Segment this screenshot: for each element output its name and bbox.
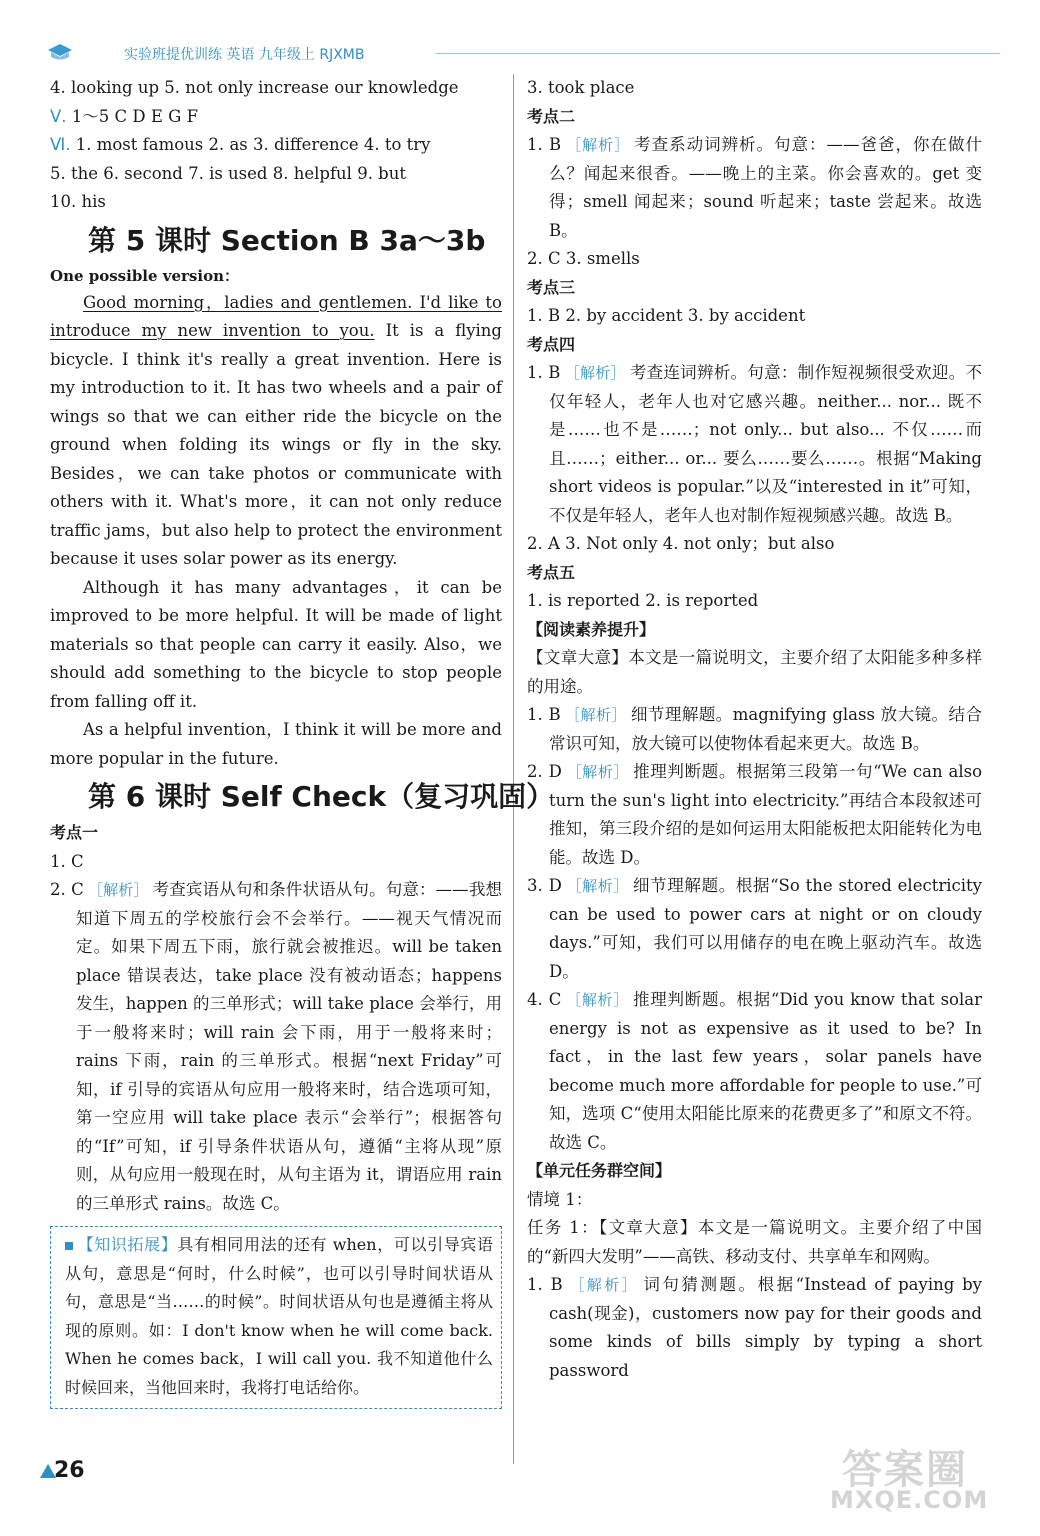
section-heading: 考点五: [527, 562, 576, 582]
page-number: 26: [38, 1458, 98, 1488]
explanation: 1. B ［解析］ 考查系动词辨析。句意：——爸爸，你在做什么？闻起来很香。——晚上的主菜。你会喜欢的。get 变得；smell 闻起来；sound 听起来；taste 尝起来。故选 B。: [527, 135, 982, 240]
answer-line: 4. looking up 5. not only increase our knowledge: [50, 78, 459, 97]
roman-numeral: Ⅴ.: [50, 106, 67, 126]
analysis-tag: ［解析］: [565, 877, 630, 895]
analysis-tag: ［解析］: [564, 706, 627, 724]
explanation: 3. D ［解析］ 细节理解题。根据“So the stored electricity can be used to power cars at night or on cloudy days.”可知，我们可以用储存的电在晚上驱动汽车。故选 D。: [527, 876, 982, 981]
task-summary: 任务 1：【文章大意】本文是一篇说明文。主要介绍了中国的“新四大发明”——高铁、移动支付、共享单车和网购。: [527, 1218, 982, 1266]
column-divider: [513, 74, 514, 1464]
explanation: 1. B ［解析］ 词句猜测题。根据“Instead of paying by cash(现金)，customers now pay for their goods and some kinds of bills simply by typing a short password: [527, 1275, 982, 1380]
box-tag: 【知识拓展】: [77, 1235, 178, 1254]
section-heading: 【单元任务群空间】: [527, 1161, 672, 1180]
explanation: 4. C ［解析］ 推理判断题。根据“Did you know that solar energy is not as expensive as it used to be? In fact，in the last few years，solar panels have become much more affordable for people to use.”可知，选项 C“使用太阳能比原来的花费更多了”和原文不符。故选 C。: [527, 990, 982, 1152]
analysis-tag: ［解析］: [564, 364, 626, 382]
essay-paragraph: Good morning，ladies and gentlemen. I'd like to introduce my new invention to you. It is a flying bicycle. I think it's really a great invention. Here is my introduction to it. It has two wheels and a pair of wings so that we can either ride the bicycle on the ground when folding its wings or fly in the sky. Besides，we can take photos or communicate with others with it. What's more，it can not only reduce traffic jams，but also help to protect the environment because it uses solar power as its energy.: [50, 292, 502, 568]
section-heading: 考点三: [527, 277, 576, 297]
knowledge-box: 【知识拓展】具有相同用法的还有 when，可以引导宾语从句，意思是“何时，什么时候”，也可以引导时间状语从句，意思是“当……的时候”。时间状语从句也是遵循主将从现的原则。如：I don't know when he will come back. When he comes back，I will call you. 我不知道他什么时候回来，当他回来时，我将打电话给你。: [50, 1226, 502, 1409]
square-bullet-icon: [65, 1242, 73, 1250]
analysis-tag: ［解析］: [565, 136, 631, 154]
answer-line: Ⅵ. 1. most famous 2. as 3. difference 4. to try: [50, 135, 431, 154]
analysis-tag: ［解析］: [87, 881, 149, 899]
explanation: 2. D ［解析］ 推理判断题。根据第三段第一句“We can also turn the sun's light into electricity.”再结合本段叙述可推知，第三段介绍的是如何运用太阳能板把太阳能转化为电能。故选 D。: [527, 762, 983, 867]
lesson-title: 第 5 课时 Section B 3a～3b: [88, 223, 486, 257]
answer-line: 2. C 3. smells: [527, 249, 640, 268]
watermark-en: MXQE.COM: [830, 1486, 989, 1514]
answer-line: 3. took place: [527, 78, 635, 97]
analysis-tag: ［解析］: [565, 991, 630, 1009]
answer-line: 1. C: [50, 851, 84, 871]
summary: 【文章大意】本文是一篇说明文，主要介绍了太阳能多种多样的用途。: [527, 648, 982, 696]
answer-line: Ⅴ. 1～5 C D E G F: [50, 106, 199, 126]
running-header: [40, 40, 1000, 66]
watermark: [814, 1438, 1004, 1518]
section-heading: 【阅读素养提升】: [527, 619, 656, 639]
explanation: 1. B ［解析］ 细节理解题。magnifying glass 放大镜。结合常识可知，放大镜可以使物体看起来更大。故选 B。: [527, 705, 982, 753]
answer-line: 10. his: [50, 192, 106, 211]
section-heading: 考点二: [527, 106, 576, 126]
analysis-tag: ［解析］: [565, 763, 630, 781]
answer-line: 1. B 2. by accident 3. by accident: [527, 306, 806, 325]
roman-numeral: Ⅵ.: [50, 135, 71, 154]
section-heading: 考点一: [50, 823, 99, 842]
section-heading: 考点四: [527, 334, 576, 354]
underlined-sentence: Good morning，ladies and gentlemen. I'd like to introduce my new invention to you.: [50, 292, 502, 340]
header-title: 实验班提优训练 英语 九年级上 RJXMB: [124, 47, 365, 63]
answer-line: 5. the 6. second 7. is used 8. helpful 9. but: [50, 163, 407, 183]
lesson-title: 第 6 课时 Self Check（复习巩固）: [88, 780, 555, 813]
watermark-cn: 答案圈: [842, 1447, 968, 1493]
header-rule: [435, 53, 1000, 54]
explanation: 1. B ［解析］ 考查连词辨析。句意：制作短视频很受欢迎。不仅年轻人，老年人也对它感兴趣。neither... nor... 既不是……也不是……；not only... but also... 不仅……而且……；either... or... 要么……要么……。根据“Making short videos is popular.”以及“interested in it”可知，不仅是年轻人，老年人也对制作短视频感兴趣。故选 B。: [527, 363, 982, 525]
essay-paragraph: Although it has many advantages，it can be improved to be more helpful. It will be made of light materials so that people can carry it easily. Also，we should add something to the bicycle to stop people from falling off it.: [50, 577, 502, 711]
essay-paragraph: As a helpful invention，I think it will be more and more popular in the future.: [50, 720, 502, 768]
answer-line: 1. is reported 2. is reported: [527, 591, 759, 610]
answer-line: 2. A 3. Not only 4. not only；but also: [527, 534, 835, 553]
book-icon: [46, 42, 74, 62]
context-label: 情境 1：: [527, 1189, 593, 1209]
analysis-tag: ［解析］: [566, 1276, 640, 1294]
right-column: [527, 74, 982, 1385]
explanation: 2. C ［解析］ 考查宾语从句和条件状语从句。句意：——我想知道下周五的学校旅行会不会举行。——视天气情况而定。如果下周五下雨，旅行就会被推迟。will be taken place 错误表达，take place 没有被动语态；happens 发生，happen 的三单形式；will take place 会举行，用于一般将来时；will rain 会下雨，用于一般将来时；rains 下雨，rain 的三单形式。根据“next Friday”可知，if 引导的宾语从句应用一般将来时，结合选项可知，第一空应用 will take place 表示“会举行”；根据答句的“If”可知，if 引导条件状语从句，遵循“主将从现”原则，从句应用一般现在时，从句主语为 it，谓语应用 rain 的三单形式 rains。故选 C。: [50, 880, 502, 1213]
subheading: One possible version：: [50, 266, 239, 285]
